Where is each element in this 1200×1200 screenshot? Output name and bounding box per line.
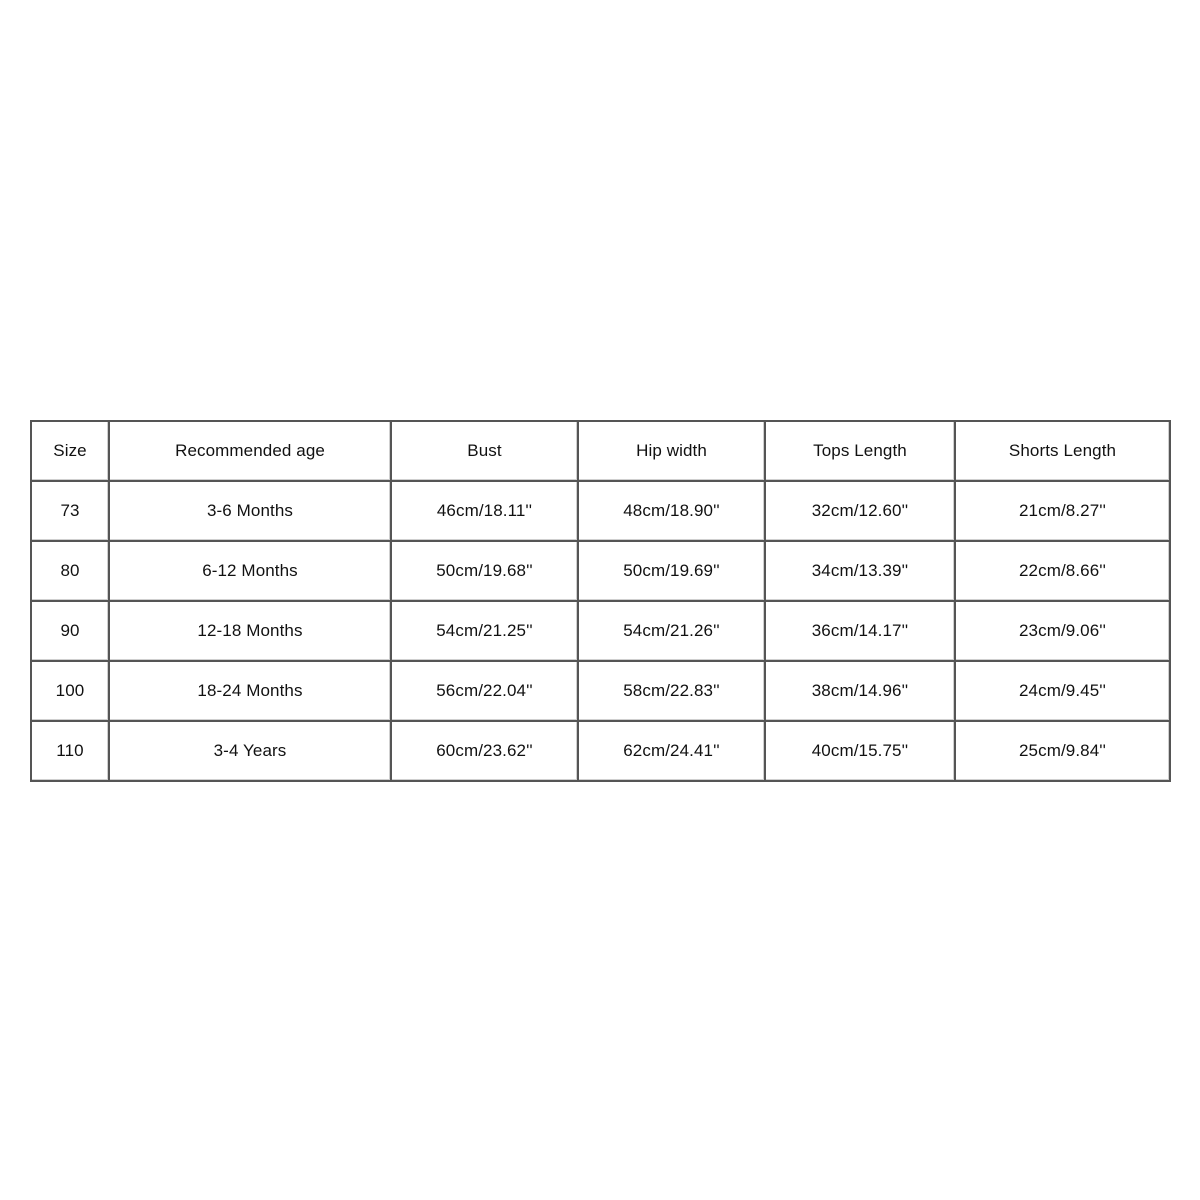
header-recommended-age: Recommended age [110,422,392,482]
cell-shorts-length: 25cm/9.84'' [956,722,1171,782]
cell-shorts-length: 23cm/9.06'' [956,602,1171,662]
cell-tops-length: 32cm/12.60'' [766,482,956,542]
cell-recommended-age: 12-18 Months [110,602,392,662]
cell-hip-width: 54cm/21.26'' [579,602,766,662]
header-shorts-length: Shorts Length [956,422,1171,482]
header-bust: Bust [392,422,579,482]
cell-size: 100 [32,662,110,722]
table-row [32,722,1171,782]
cell-recommended-age: 18-24 Months [110,662,392,722]
cell-recommended-age: 3-6 Months [110,482,392,542]
cell-recommended-age: 6-12 Months [110,542,392,602]
cell-tops-length: 34cm/13.39'' [766,542,956,602]
size-chart-table [30,420,1171,782]
header-row [32,422,1171,482]
cell-tops-length: 36cm/14.17'' [766,602,956,662]
cell-size: 90 [32,602,110,662]
cell-hip-width: 48cm/18.90'' [579,482,766,542]
cell-hip-width: 62cm/24.41'' [579,722,766,782]
cell-tops-length: 38cm/14.96'' [766,662,956,722]
table-row [32,482,1171,542]
cell-shorts-length: 21cm/8.27'' [956,482,1171,542]
cell-bust: 50cm/19.68'' [392,542,579,602]
cell-hip-width: 50cm/19.69'' [579,542,766,602]
cell-shorts-length: 24cm/9.45'' [956,662,1171,722]
header-tops-length: Tops Length [766,422,956,482]
cell-bust: 56cm/22.04'' [392,662,579,722]
header-hip-width: Hip width [579,422,766,482]
header-size: Size [32,422,110,482]
cell-hip-width: 58cm/22.83'' [579,662,766,722]
table-row [32,602,1171,662]
cell-bust: 60cm/23.62'' [392,722,579,782]
cell-recommended-age: 3-4 Years [110,722,392,782]
cell-bust: 46cm/18.11'' [392,482,579,542]
cell-size: 73 [32,482,110,542]
cell-bust: 54cm/21.25'' [392,602,579,662]
cell-tops-length: 40cm/15.75'' [766,722,956,782]
cell-shorts-length: 22cm/8.66'' [956,542,1171,602]
table-row [32,662,1171,722]
table-row [32,542,1171,602]
cell-size: 110 [32,722,110,782]
cell-size: 80 [32,542,110,602]
